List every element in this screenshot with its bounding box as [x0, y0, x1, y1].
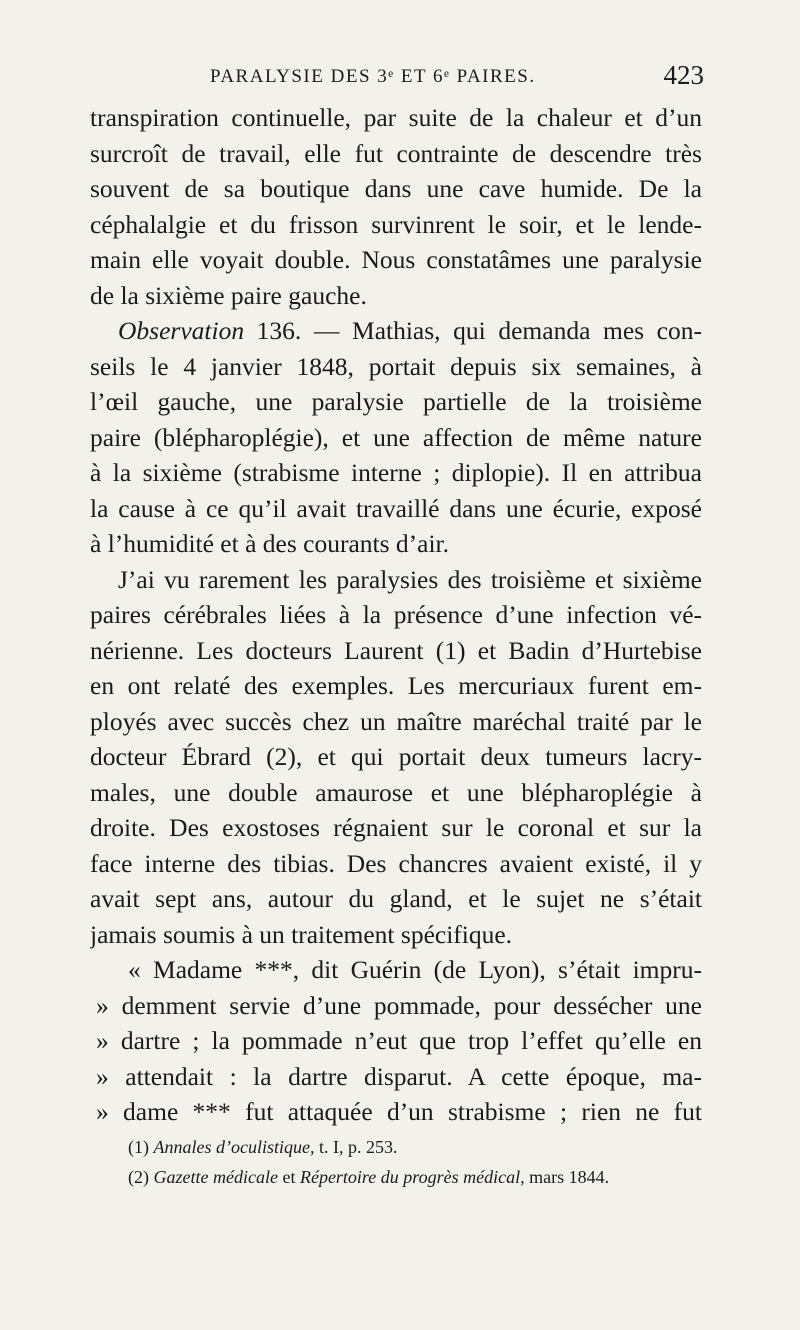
observation-label: Observation	[118, 316, 245, 345]
text-line: jamais soumis à un traitement spécifique.	[90, 919, 513, 949]
page-number: 423	[663, 60, 704, 90]
text-line: ployés avec succès chez un maître maréchal traité par le	[90, 706, 702, 736]
footnote-reference: mars 1844.	[524, 1167, 610, 1187]
text-line: souvent de sa boutique dans une cave humide. De la	[90, 174, 702, 203]
footnote-source-title: Répertoire du progrès médical,	[299, 1167, 525, 1187]
text-line: surcroît de travail, elle fut contrainte de descendre très	[90, 138, 702, 168]
text-line: face interne des tibias. Des chancres avaient existé, il y	[90, 848, 702, 878]
quote-line: » dame *** fut attaquée d’un strabisme ; rien ne fut	[96, 1097, 702, 1126]
footnote-source-title: Gazette médicale	[153, 1167, 278, 1187]
page-header	[90, 60, 710, 94]
body-text	[90, 100, 702, 1130]
text-line: avait sept ans, autour du gland, et le sujet ne s’était	[90, 884, 702, 913]
text-line: en ont relaté des exemples. Les mercuriaux furent em-	[90, 671, 702, 700]
text-line: nérienne. Les docteurs Laurent (1) et Badin d’Hurtebise	[90, 635, 702, 665]
quote-line: » demment servie d’une pommade, pour dessécher une	[96, 990, 702, 1020]
footnote-marker: (2)	[128, 1167, 149, 1187]
text-line: de la sixième paire gauche.	[90, 280, 367, 310]
text-line: seils le 4 janvier 1848, portait depuis six semaines, à	[90, 351, 702, 381]
text-line: à la sixième (strabisme interne ; diplopie). Il en attribua	[90, 458, 702, 487]
text-line: docteur Ébrard (2), et qui portait deux tumeurs lacry-	[90, 742, 702, 771]
footnote-source-title: Annales d’oculistique,	[153, 1137, 315, 1157]
quote-line: « Madame ***, dit Guérin (de Lyon), s’était impru-	[128, 955, 702, 984]
text-line: males, une double amaurose et une blépharoplégie à	[90, 777, 702, 807]
footnote-1	[128, 1132, 708, 1162]
running-title: PARALYSIE DES 3ᵉ ET 6ᵉ PAIRES.	[210, 66, 536, 87]
text-line: droite. Des exostoses régnaient sur le coronal et sur la	[90, 813, 702, 842]
footnote-2	[128, 1162, 708, 1192]
text-line: céphalalgie et du frisson survinrent le soir, et le lende-	[90, 209, 702, 239]
text-line: à l’humidité et à des courants d’air.	[90, 529, 450, 558]
quote-line: » dartre ; la pommade n’eut que trop l’effet qu’elle en	[96, 1026, 702, 1055]
footnote-connector: et	[277, 1167, 300, 1187]
text-line: paire (blépharoplégie), et une affection de même nature	[90, 422, 702, 452]
footnotes	[128, 1132, 708, 1192]
text-line: la cause à ce qu’il avait travaillé dans une écurie, exposé	[90, 493, 702, 523]
quote-line: » attendait : la dartre disparut. A cette époque, ma-	[96, 1061, 702, 1091]
text-line: J’ai vu rarement les paralysies des troisième et sixième	[118, 564, 702, 594]
footnote-reference: t. I, p. 253.	[314, 1137, 398, 1157]
text-line: transpiration continuelle, par suite de la chaleur et d’un	[90, 103, 702, 132]
text-line: l’œil gauche, une paralysie partielle de la troisième	[90, 387, 702, 416]
text-line: main elle voyait double. Nous constatâmes une paralysie	[90, 245, 702, 274]
footnote-marker: (1)	[128, 1137, 149, 1157]
observation-heading-line: Observation 136. — Mathias, qui demanda mes con-	[118, 316, 702, 345]
text-line: paires cérébrales liées à la présence d’une infection vé-	[90, 600, 702, 629]
